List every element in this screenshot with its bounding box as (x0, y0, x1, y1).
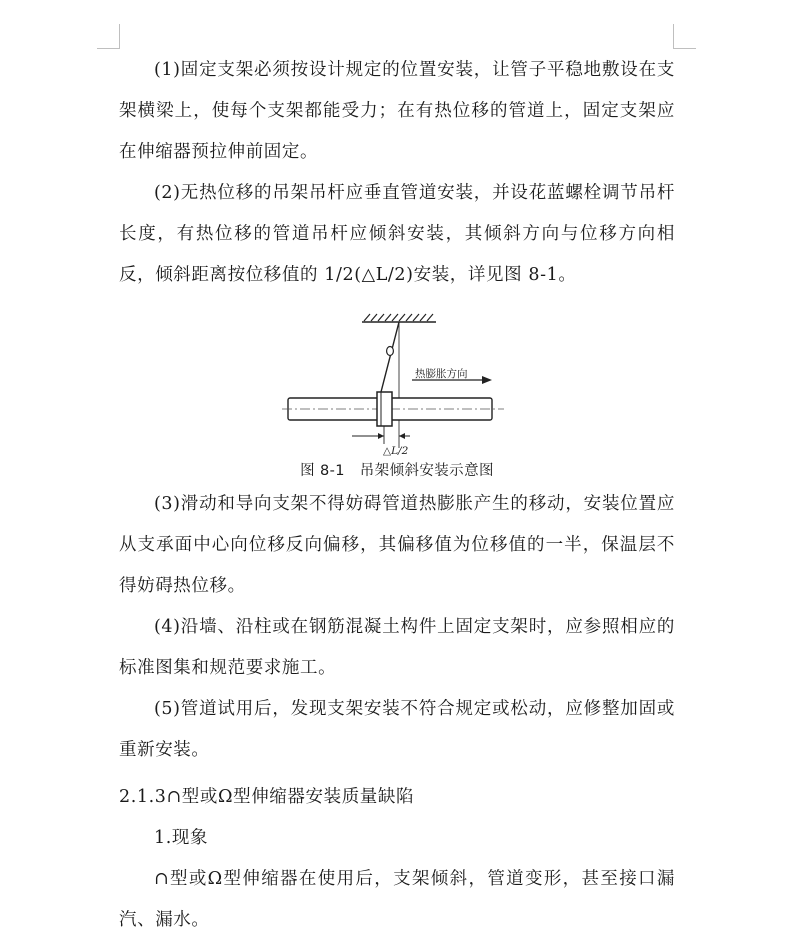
figure-caption: 图 8-1 吊架倾斜安装示意图 (300, 463, 494, 479)
delta-l-half-label: △L/2 (383, 445, 409, 457)
paragraph-6: ∩型或Ω型伸缩器在使用后，支架倾斜，管道变形，甚至接口漏汽、漏水。 (119, 869, 675, 930)
paragraph-3: (3)滑动和导向支架不得妨碍管道热膨胀产生的移动，安装位置应从支承面中心向位移反向偏移，其偏移值为位移值的一半，保温层不得妨碍热位移。 (119, 494, 675, 596)
page-corner-mark-top-left (97, 24, 120, 49)
figure-8-1-hanger-diagram (280, 308, 510, 458)
inclined-hanger-rod (381, 322, 399, 392)
subsection-heading: 1.现象 (154, 828, 209, 848)
expansion-direction-label: 热膨胀方向 (415, 368, 468, 380)
pipe-clamp (377, 392, 392, 426)
page-corner-mark-top-right (673, 24, 696, 49)
paragraph-4: (4)沿墙、沿柱或在钢筋混凝土构件上固定支架时，应参照相应的标准图集和规范要求施工。 (119, 617, 675, 678)
section-heading: 2.1.3∩型或Ω型伸缩器安装质量缺陷 (119, 787, 415, 807)
ceiling-hatching (364, 314, 433, 321)
turnbuckle (387, 347, 394, 356)
paragraph-1: (1)固定支架必须按设计规定的位置安装，让管子平稳地敷设在支架横梁上，使每个支架都能受力；在有热位移的管道上，固定支架应在伸缩器预拉伸前固定。 (119, 60, 675, 162)
paragraph-5: (5)管道试用后，发现支架安装不符合规定或松动，应修整加固或重新安装。 (119, 699, 675, 760)
paragraph-2: (2)无热位移的吊架吊杆应垂直管道安装，并设花蓝螺栓调节吊杆长度，有热位移的管道吊杆应倾斜安装，其倾斜方向与位移方向相反，倾斜距离按位移值的 1/2(△L/2)安装，详见图 8-1。 (119, 183, 675, 285)
